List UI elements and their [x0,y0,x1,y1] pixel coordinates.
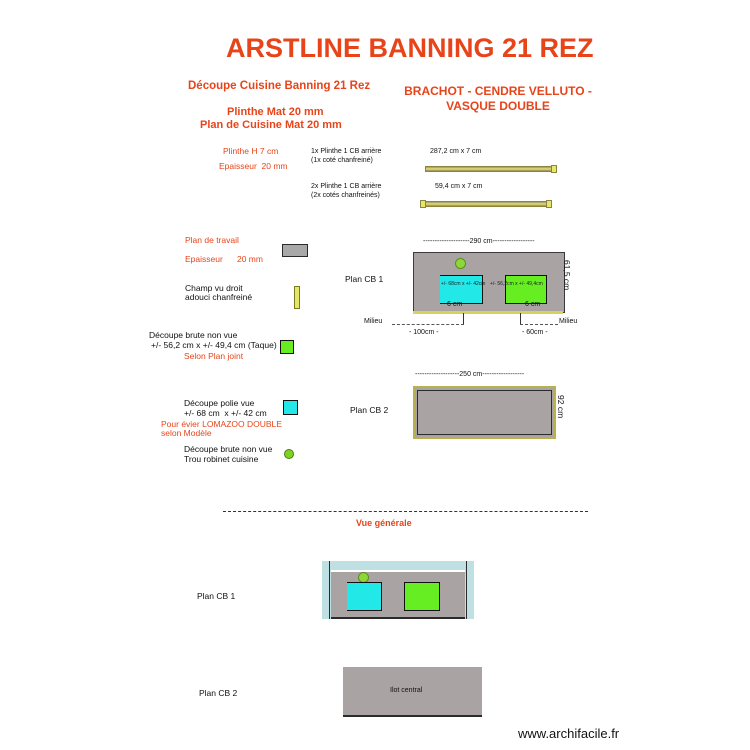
swatch-decoupe-polie [283,400,298,415]
plinthe-1-chamfer-cap [551,165,557,173]
plan-cb1-edge-left: 6 cm [447,301,463,308]
plan-cb1-height-dimension: 61,5 cm [562,260,572,291]
plan-cb2-label: Plan CB 2 [350,405,389,415]
plinthe-2-desc-line1: 2x Plinthe 1 CB arrière [311,183,382,190]
plan-cb1-hob-cutout [505,275,547,304]
footer-url: www.archifacile.fr [518,726,620,741]
legend-trou-line1: Découpe brute non vue [184,444,273,454]
plan-cb1-leader-left-horizontal [392,324,464,325]
product-heading: BRACHOT - CENDRE VELLUTO - VASQUE DOUBLE [404,84,592,113]
plan-cb1-sink-cutout [440,275,486,304]
vue-generale-plan-cb1-label: Plan CB 1 [197,591,236,601]
legend-plan-travail-line1: Plan de travail [185,235,239,245]
swatch-trou-robinet [284,449,294,459]
vue-generale-title: Vue générale [356,518,412,528]
legend-decoupe-brute-note: Selon Plan joint [184,351,244,361]
swatch-plan-de-travail [282,244,308,257]
legend-decoupe-brute-line1: Découpe brute non vue [149,330,238,340]
swatch-champ-chanfreine [294,286,300,309]
legend-decoupe-polie-note2: selon Modèle [161,428,212,438]
plinthe-2-chamfer-cap-left [420,200,426,208]
legend-plan-travail-line2: Epaisseur 20 mm [185,254,263,264]
legend-plinthe-line2: Epaisseur 20 mm [219,161,288,171]
plan-cb1-edge-right: 6 cm [525,301,541,308]
legend-trou-line2: Trou robinet cuisine [184,454,259,464]
plinthe-2-desc-line2: (2x cotés chanfreinés) [311,192,380,199]
ilot-central-label: Ilot central [390,687,423,694]
plan-cb1-width-dimension: --------------------290 cm------------------ [423,238,535,245]
plinthe-2-chamfer-cap-right [546,200,552,208]
spec-plan: Plan de Cuisine Mat 20 mm [200,119,342,131]
vue-generale-sink-cutout [347,582,382,611]
plan-cb2-width-dimension: -------------------250 cm------------------ [415,371,525,378]
plan-cb2-panel-inner-edge [417,390,552,435]
legend-decoupe-polie-line2: +/- 68 cm x +/- 42 cm [184,408,267,418]
legend-decoupe-polie-line1: Découpe polie vue [184,398,255,408]
plinthe-2-dimension: 59,4 cm x 7 cm [435,183,483,190]
plan-cb1-hob-dimension: +/- 56,2cm x +/- 49,4cm [490,281,543,287]
vue-generale-plan-cb1-front-edge [331,617,465,619]
legend-champ-line1: Champ vu droit [185,283,243,293]
plan-cb1-milieu-right: Milieu [559,318,578,325]
legend-decoupe-brute-line2: +/- 56,2 cm x +/- 49,4 cm (Taque) [151,340,277,350]
plinthe-1-desc-line2: (1x coté chanfreiné) [311,157,373,164]
plan-cb1-offset-right: - 60cm - [522,329,548,336]
page-title: ARSTLINE BANNING 21 REZ [226,33,594,63]
plan-cb1-label: Plan CB 1 [345,274,384,284]
legend-plinthe-line1: Plinthe H 7 cm [223,146,279,156]
plan-cb2-height-dimension: 92 cm [556,395,566,419]
spec-plinthe: Plinthe Mat 20 mm [227,106,324,118]
plan-cb1-front-edge [413,311,563,314]
swatch-decoupe-brute-taque [280,340,294,354]
vue-generale-hob-cutout [404,582,440,611]
legend-decoupe-polie-note1: Pour évier LOMAZOO DOUBLE [161,419,282,429]
plinthe-2-bar [422,201,551,207]
plinthe-1-bar [425,166,557,172]
vue-generale-plan-cb1-right-edge [466,561,467,619]
plinthe-1-desc-line1: 1x Plinthe 1 CB arrière [311,148,382,155]
plan-cb2-panel [413,386,556,439]
vue-generale-back-band [322,561,474,570]
plinthe-1-dimension: 287,2 cm x 7 cm [430,148,482,155]
vue-generale-plan-cb2-label: Plan CB 2 [199,688,238,698]
vue-generale-divider [223,511,588,512]
legend-champ-line2: adouci chanfreiné [185,292,253,302]
plan-cb1-leader-right-horizontal [520,324,558,325]
plan-cb1-tap-hole [455,258,466,269]
plan-cb1-milieu-left: Milieu [364,318,383,325]
vue-generale-plan-cb1-left-edge [329,561,330,619]
plan-cb1-offset-left: - 100cm - [409,329,439,336]
subtitle: Découpe Cuisine Banning 21 Rez [188,80,371,92]
plan-cb1-sink-dimension: +/- 68cm x +/- 42cm [441,281,486,287]
